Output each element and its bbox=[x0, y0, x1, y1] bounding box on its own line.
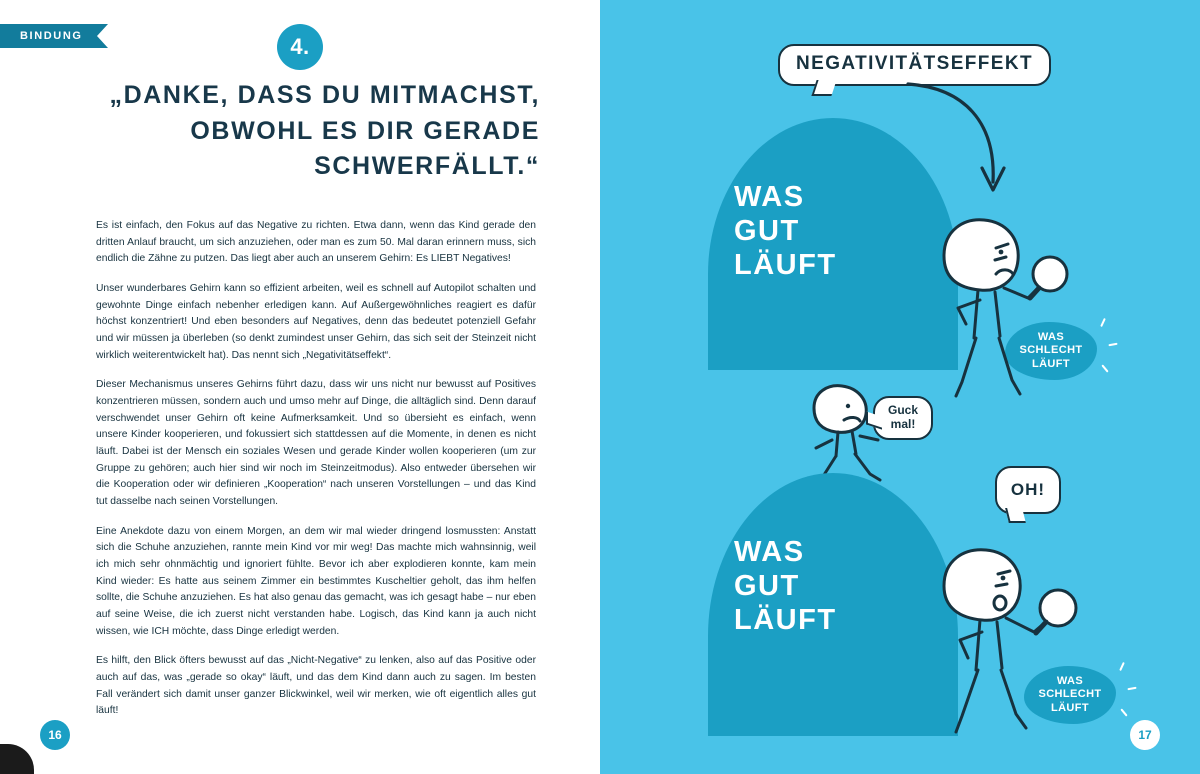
sparkle-icon bbox=[1127, 687, 1136, 691]
page-title-line-2: OBWOHL ES DIR GERADE bbox=[190, 116, 540, 145]
sparkle-icon bbox=[1101, 364, 1108, 372]
sparkle-icon bbox=[1108, 343, 1117, 347]
speech-bubble-oh bbox=[995, 466, 1061, 514]
paragraph: Eine Anekdote dazu von einem Morgen, an dem wir mal wieder dringend losmussten: Anstatt sich die Schuhe anzuziehen, rannte mein Kind vor mir weg! Das machte mich wahnsinnig, weil ich mich sehr ohnmächtig und ignoriert fühlte. Bevor ich aber explodieren konnte, kam mein Kind wieder: Es hatte aus seinem Zimmer ein bestimmtes Kuscheltier geholt, das ihm helfen sollte, die Schuhe anzuziehen. Es hat also genau das gemacht, was ich gesagt habe – nur eben auf seine Weise, die ich zuerst nicht verstanden habe. Logisch, das Kind kann ja auch nicht wissen, wie ICH möchte, dass Dinge erledigt werden. bbox=[96, 525, 536, 637]
sparkle-icon bbox=[1120, 708, 1127, 716]
blob-top-line-1: WAS bbox=[1037, 330, 1065, 343]
hill-label-bottom-line-1: WAS bbox=[734, 536, 805, 568]
right-page bbox=[600, 0, 1200, 774]
figure-adult-with-magnifier-bottom bbox=[900, 540, 1085, 740]
speech-bubble-guck-mal bbox=[873, 396, 933, 440]
blob-bottom-line-3: LÄUFT bbox=[1050, 701, 1090, 714]
figure-adult-with-magnifier-top bbox=[900, 212, 1075, 402]
page-number-right bbox=[1130, 720, 1160, 750]
page-number-left-label: 16 bbox=[48, 728, 62, 742]
hill-label-top-line-2: GUT bbox=[734, 215, 800, 248]
paragraph: Es ist einfach, den Fokus auf das Negative zu richten. Etwa dann, wenn das Kind gerade den dritten Anlauf braucht, um sich anzuziehen, oder man es zum 50. Mal daran erinnern muss, sich endlich die Zähne zu putzen. Das liegt aber auch an unserem Gehirn: Es LIEBT Negatives! bbox=[96, 220, 536, 265]
hill-label-top-line-3: LÄUFT bbox=[734, 249, 837, 282]
page-corner-decoration bbox=[0, 744, 34, 774]
chapter-tab bbox=[0, 24, 97, 48]
page-title-line-3: SCHWERFÄLLT.“ bbox=[314, 152, 540, 180]
page-title-line-1: „DANKE, DASS DU MITMACHST, bbox=[109, 81, 540, 109]
section-number-badge bbox=[277, 24, 323, 70]
blob-bottom-line-2: SCHLECHT bbox=[1038, 688, 1102, 701]
page-number-left bbox=[40, 720, 70, 750]
hill-label-bottom-line-2: GUT bbox=[734, 570, 800, 603]
hill-label-top bbox=[734, 180, 837, 283]
blob-top-line-2: SCHLECHT bbox=[1019, 344, 1083, 357]
chapter-tab-label: BINDUNG bbox=[20, 30, 83, 42]
hill-label-bottom bbox=[734, 535, 837, 638]
paragraph: Unser wunderbares Gehirn kann so effizient arbeiten, weil es schnell auf Autopilot schalten und gewohnte Dinge einfach nebenher erledigen kann. Auf Außergewöhnliches reagiert es dafür höchst konzentriert! Und eben besonders auf Negatives, denn das bedeutet potenziell Gefahr und wir müssen ja überleben (so denkt zumindest unser Gehirn, das sich seit der Steinzeit nicht wirklich weiterentwickelt hat). Das nennt sich „Negativitätseffekt“. bbox=[96, 283, 536, 361]
illustration-title-label: NEGATIVITÄTSEFFEKT bbox=[796, 53, 1034, 74]
section-number-label: 4. bbox=[290, 34, 310, 59]
body-text bbox=[96, 218, 536, 733]
sparkle-icon bbox=[1119, 662, 1125, 671]
page-title bbox=[60, 78, 540, 185]
blob-top-line-3: LÄUFT bbox=[1031, 357, 1071, 370]
hill-label-bottom-line-3: LÄUFT bbox=[734, 604, 837, 637]
blob-bottom-line-1: WAS bbox=[1056, 674, 1084, 687]
sparkle-icon bbox=[1100, 318, 1106, 327]
speech-bubble-oh-label: OH! bbox=[1010, 480, 1046, 500]
page-number-right-label: 17 bbox=[1138, 728, 1152, 742]
paragraph: Dieser Mechanismus unseres Gehirns führt dazu, dass wir uns nicht nur bewusst auf Positives konzentrieren müssen, sondern auch und umso mehr auf Dinge, die alltäglich sind. Denn darauf verschwendet unser Gehirn oft keine Aufmerksamkeit. Und so übersieht es einfach, wenn unsere Kinder kooperieren, und fokussiert sich stattdessen auf die Momente, in denen es nicht läuft. Dabei ist der Mensch ein soziales Wesen und gerade Kinder wollen kooperieren (um zur Gruppe zu gehören; auch hier sind wir noch im Steinzeitmodus). Also entweder übersehen wir die Kooperation oder wir definieren „Kooperation“ nach unseren Vorstellungen – und das Kind tut dasselbe nach seinen Vorstellungen. bbox=[96, 379, 536, 508]
hill-label-top-line-1: WAS bbox=[734, 181, 805, 213]
speech-bubble-guck-mal-label: Guck mal! bbox=[887, 403, 918, 431]
paragraph: Es hilft, den Blick öfters bewusst auf das „Nicht-Negative“ zu lenken, also auf das Positive oder auch auf das, was „gerade so okay“ läuft, und das dem Kind dann auch zu sagen. Im besten Fall verändert sich damit unser ganzer Blickwinkel, weil wir merken, wie oft eigentlich alles gut läuft! bbox=[96, 655, 536, 717]
